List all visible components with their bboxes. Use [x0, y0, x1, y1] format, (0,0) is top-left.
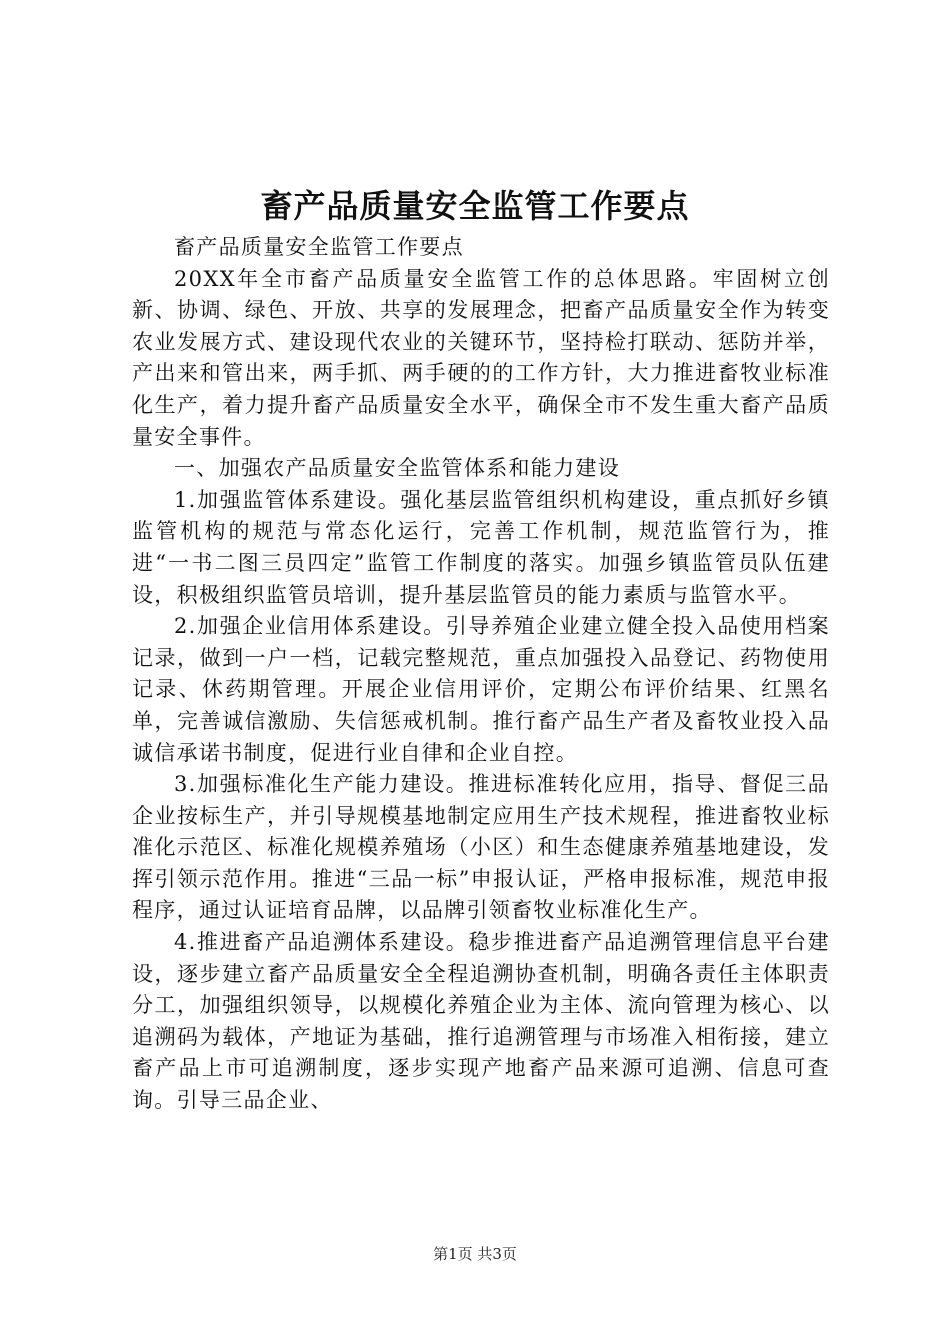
paragraph-overview: 20XX年全市畜产品质量安全监管工作的总体思路。牢固树立创新、协调、绿色、开放、共享的发展理念，把畜产品质量安全作为转变农业发展方式、建设现代农业的关键环节，坚持检打联动、惩防并举，产出来和管出来，两手抓、两手硬的的工作方针，大力推进畜牧业标准化生产，着力提升畜产品质量安全水平，确保全市不发生重大畜产品质量安全事件。: [132, 266, 830, 449]
paragraph-item-2: 2.加强企业信用体系建设。引导养殖企业建立健全投入品使用档案记录，做到一户一档，记载完整规范，重点加强投入品登记、药物使用记录、休药期管理。开展企业信用评价，定期公布评价结果、红黑名单，完善诚信激励、失信惩戒机制。推行畜产品生产者及畜牧业投入品诚信承诺书制度，促进行业自律和企业自控。: [132, 614, 830, 765]
document-body: [132, 232, 830, 1117]
section-heading-1: 一、加强农产品质量安全监管体系和能力建设: [174, 456, 620, 481]
document-title: 畜产品质量安全监管工作要点: [260, 187, 690, 225]
paragraph-item-1: 1.加强监管体系建设。强化基层监管组织机构建设，重点抓好乡镇监管机构的规范与常态化运行，完善工作机制，规范监管行为，推进“一书二图三员四定”监管工作制度的落实。加强乡镇监管员队伍建设，积极组织监管员培训，提升基层监管员的能力素质与监管水平。: [132, 487, 830, 607]
page-number-footer: 第1页 共3页: [433, 1245, 517, 1263]
paragraph-subtitle: 畜产品质量安全监管工作要点: [174, 235, 464, 259]
paragraph-item-4: 4.推进畜产品追溯体系建设。稳步推进畜产品追溯管理信息平台建设，逐步建立畜产品质量安全全程追溯协查机制，明确各责任主体职责分工，加强组织领导，以规模化养殖企业为主体、流向管理为核心、以追溯码为载体，产地证为基础，推行追溯管理与市场准入相衔接，建立畜产品上市可追溯制度，逐步实现产地畜产品来源可追溯、信息可查询。引导三品企业、: [132, 930, 830, 1113]
paragraph-item-3: 3.加强标准化生产能力建设。推进标准转化应用，指导、督促三品企业按标生产，并引导规模基地制定应用生产技术规程，推进畜牧业标准化示范区、标准化规模养殖场（小区）和生态健康养殖基地建设，发挥引领示范作用。推进“三品一标”申报认证，严格申报标准，规范申报程序，通过认证培育品牌，以品牌引领畜牧业标准化生产。: [132, 772, 830, 923]
